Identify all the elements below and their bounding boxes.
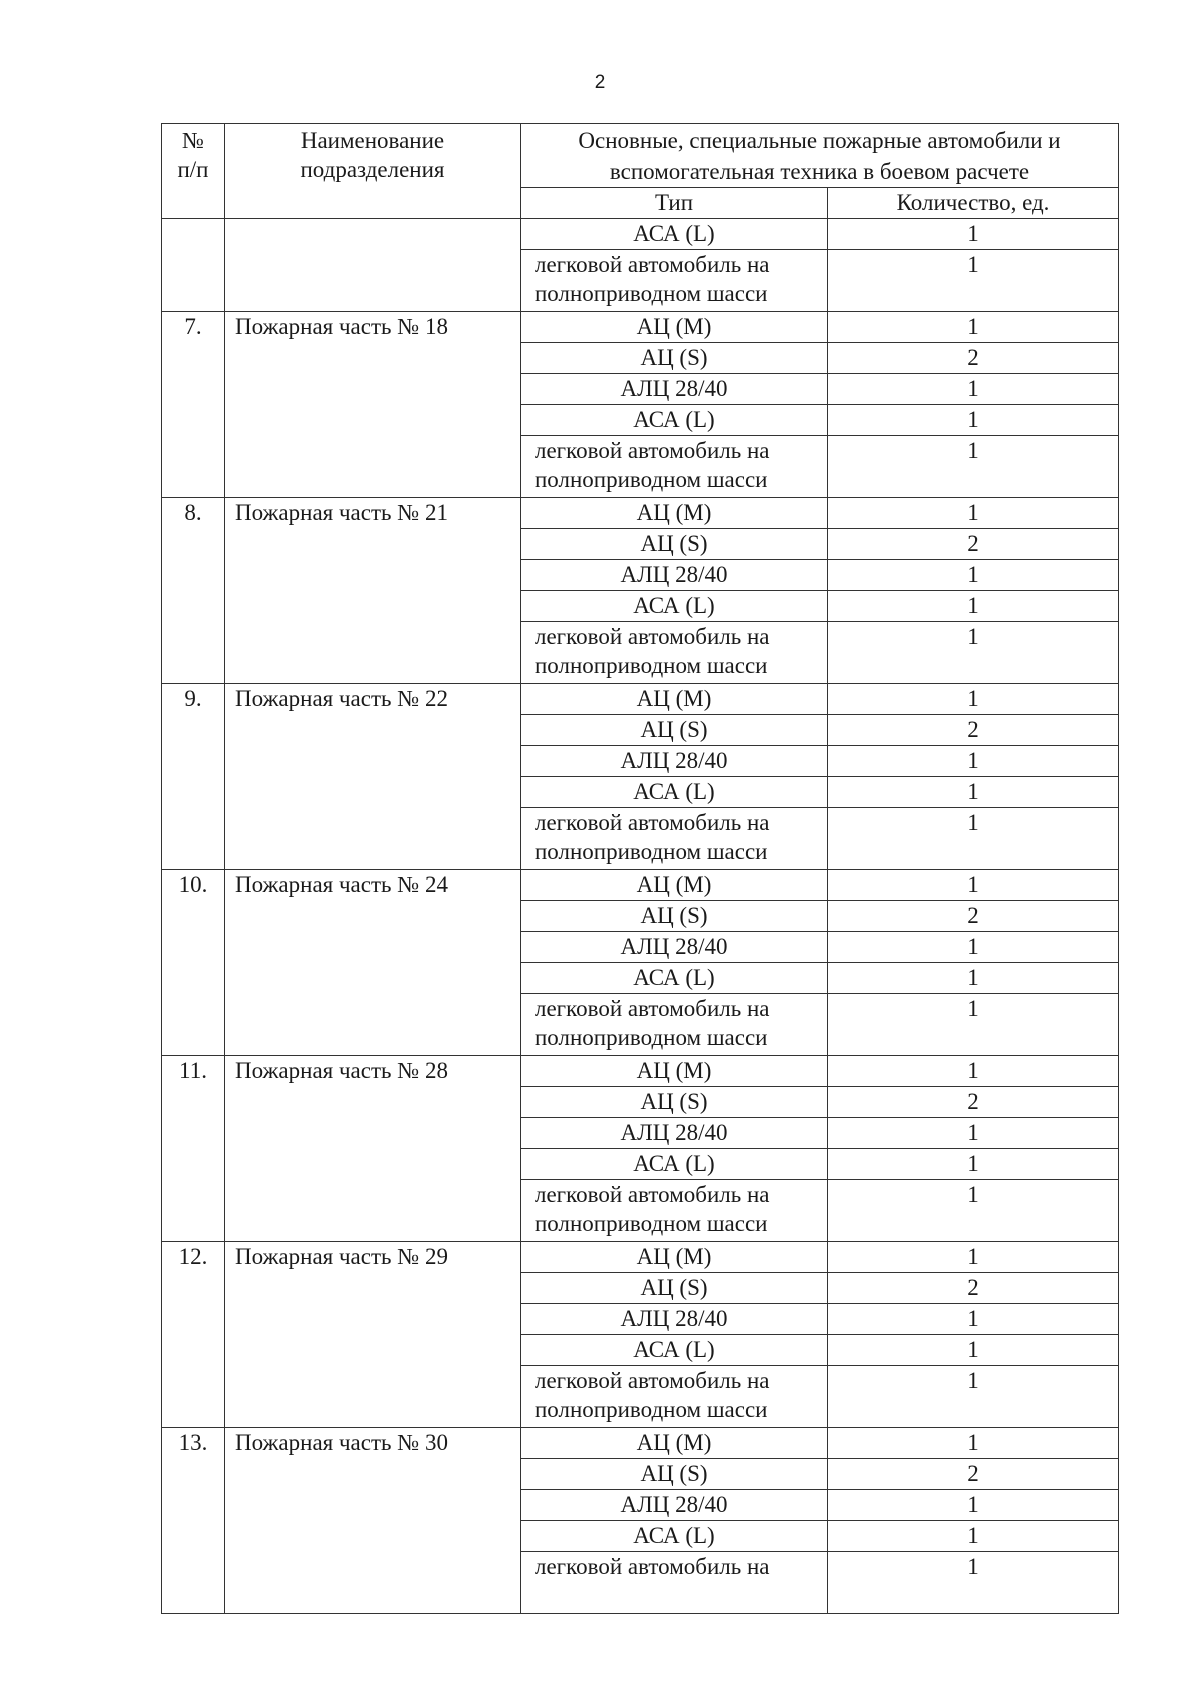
equipment-qty: 1: [828, 1242, 1119, 1273]
equipment-type-line1: АСА (L): [633, 407, 715, 432]
equipment-qty: 1: [828, 932, 1119, 963]
equipment-type-cell: [521, 1180, 828, 1242]
equipment-qty: 1: [828, 1521, 1119, 1552]
equipment-type-line2: полноприводном шасси: [535, 1025, 768, 1050]
table-row: [162, 1056, 1119, 1087]
equipment-type-line1: АЦ (М): [636, 686, 712, 711]
header-row: [162, 124, 1119, 188]
unit-num: 12.: [162, 1242, 225, 1428]
equipment-type-line1: АЦ (S): [640, 717, 708, 742]
table-row: [162, 312, 1119, 343]
equipment-type-line1: АЦ (М): [636, 314, 712, 339]
equipment-type-line1: АЦ (М): [636, 1058, 712, 1083]
equipment-qty: 2: [828, 1273, 1119, 1304]
unit-num: 10.: [162, 870, 225, 1056]
equipment-type-line2: полноприводном шасси: [535, 467, 768, 492]
equipment-qty: 1: [828, 405, 1119, 436]
equipment-qty: 1: [828, 870, 1119, 901]
equipment-type-cell: [521, 560, 828, 591]
equipment-type-cell: [521, 1490, 828, 1521]
unit-num-cell: [162, 219, 225, 312]
equipment-type-line2: полноприводном шасси: [535, 839, 768, 864]
equipment-qty: 2: [828, 901, 1119, 932]
equipment-type-line1: АСА (L): [633, 593, 715, 618]
equipment-type-line1: АЛЦ 28/40: [620, 376, 728, 401]
unit-num: 9.: [162, 684, 225, 870]
equipment-qty: 1: [828, 1428, 1119, 1459]
equipment-type-cell: [521, 963, 828, 994]
equipment-qty: 1: [828, 1552, 1119, 1614]
equipment-type-cell: [521, 684, 828, 715]
equipment-qty: 1: [828, 312, 1119, 343]
equipment-qty: 1: [828, 1118, 1119, 1149]
equipment-type-line1: АЛЦ 28/40: [620, 1492, 728, 1517]
unit-name: Пожарная часть № 24: [225, 870, 521, 1056]
equipment-qty: 1: [828, 994, 1119, 1056]
equipment-qty: 1: [828, 1149, 1119, 1180]
equipment-type-cell: [521, 1459, 828, 1490]
equipment-type-cell: [521, 529, 828, 560]
unit-name-cell: [225, 219, 521, 312]
equipment-qty: 1: [828, 622, 1119, 684]
unit-num: 13.: [162, 1428, 225, 1614]
equipment-type-line1: АЦ (М): [636, 1430, 712, 1455]
equipment-type-line1: АЦ (М): [636, 500, 712, 525]
equipment-qty: 1: [828, 808, 1119, 870]
equipment-qty: 1: [828, 746, 1119, 777]
unit-num: 8.: [162, 498, 225, 684]
equipment-type-cell: [521, 498, 828, 529]
header-qty: Количество, ед.: [828, 188, 1119, 219]
equipment-type-line2: полноприводном шасси: [535, 281, 768, 306]
equipment-qty: 2: [828, 343, 1119, 374]
unit-num: 11.: [162, 1056, 225, 1242]
equipment-type-line2: полноприводном шасси: [535, 1397, 768, 1422]
equipment-table: [161, 123, 1119, 1614]
equipment-type-cell: [521, 622, 828, 684]
equipment-type-cell: [521, 250, 828, 312]
equipment-qty: 1: [828, 560, 1119, 591]
equipment-type-line1: АСА (L): [633, 965, 715, 990]
equipment-type-cell: [521, 1521, 828, 1552]
equipment-type-cell: [521, 343, 828, 374]
equipment-type-line1: легковой автомобиль на: [535, 1368, 770, 1393]
equipment-qty: 1: [828, 250, 1119, 312]
equipment-type-cell: [521, 808, 828, 870]
equipment-type-line1: АЦ (S): [640, 1275, 708, 1300]
equipment-type-cell: [521, 374, 828, 405]
equipment-qty: 1: [828, 1490, 1119, 1521]
equipment-type-cell: [521, 1366, 828, 1428]
equipment-qty: 2: [828, 1087, 1119, 1118]
equipment-qty: 2: [828, 529, 1119, 560]
equipment-type-cell: [521, 901, 828, 932]
equipment-type-cell: [521, 870, 828, 901]
equipment-type-cell: [521, 994, 828, 1056]
equipment-qty: 1: [828, 1335, 1119, 1366]
equipment-type-cell: [521, 1304, 828, 1335]
equipment-type-cell: [521, 746, 828, 777]
equipment-type-cell: [521, 219, 828, 250]
page-number: 2: [594, 72, 606, 93]
equipment-type-line1: легковой автомобиль на: [535, 1554, 770, 1579]
equipment-qty: 1: [828, 436, 1119, 498]
table-row: [162, 870, 1119, 901]
equipment-type-line1: АСА (L): [633, 1151, 715, 1176]
header-num-line2: п/п: [177, 157, 209, 182]
equipment-type-cell: [521, 1149, 828, 1180]
equipment-qty: 2: [828, 715, 1119, 746]
equipment-type-line1: АЦ (S): [640, 345, 708, 370]
equipment-type-line1: АЦ (S): [640, 531, 708, 556]
header-type: Тип: [521, 188, 828, 219]
header-group-cell: [521, 124, 1119, 188]
unit-name: Пожарная часть № 22: [225, 684, 521, 870]
equipment-qty: 1: [828, 374, 1119, 405]
unit-name: Пожарная часть № 21: [225, 498, 521, 684]
equipment-type-cell: [521, 715, 828, 746]
equipment-type-cell: [521, 1242, 828, 1273]
header-name-line1: Наименование: [300, 128, 445, 153]
table-row: [162, 498, 1119, 529]
equipment-type-line2: полноприводном шасси: [535, 653, 768, 678]
unit-name: Пожарная часть № 30: [225, 1428, 521, 1614]
equipment-qty: 1: [828, 1366, 1119, 1428]
equipment-type-line1: АЛЦ 28/40: [620, 1306, 728, 1331]
equipment-qty: 1: [828, 498, 1119, 529]
equipment-type-cell: [521, 1273, 828, 1304]
unit-num: 7.: [162, 312, 225, 498]
header-group-line1: Основные, специальные пожарные автомобили и: [578, 128, 1061, 153]
unit-name: Пожарная часть № 29: [225, 1242, 521, 1428]
equipment-type-cell: [521, 1335, 828, 1366]
equipment-type-line1: легковой автомобиль на: [535, 810, 770, 835]
equipment-type-cell: [521, 405, 828, 436]
equipment-type-line1: АСА (L): [633, 1337, 715, 1362]
equipment-type-line1: АСА (L): [633, 779, 715, 804]
equipment-qty: 1: [828, 591, 1119, 622]
equipment-type-cell: [521, 1056, 828, 1087]
header-num-cell: [162, 124, 225, 219]
equipment-type-cell: [521, 436, 828, 498]
equipment-type-cell: [521, 1552, 828, 1614]
equipment-type-line1: легковой автомобиль на: [535, 438, 770, 463]
header-name-line2: подразделения: [300, 157, 445, 182]
equipment-type-line1: легковой автомобиль на: [535, 624, 770, 649]
table-row: [162, 684, 1119, 715]
equipment-qty: 1: [828, 777, 1119, 808]
equipment-type-line1: АЛЦ 28/40: [620, 934, 728, 959]
equipment-type-line1: АСА (L): [633, 1523, 715, 1548]
equipment-type-cell: [521, 1087, 828, 1118]
equipment-qty: 1: [828, 1180, 1119, 1242]
equipment-type-cell: [521, 312, 828, 343]
equipment-qty: 1: [828, 684, 1119, 715]
equipment-qty: 1: [828, 963, 1119, 994]
equipment-type-line1: АЦ (S): [640, 1461, 708, 1486]
equipment-type-line1: АЛЦ 28/40: [620, 1120, 728, 1145]
equipment-type-line1: АЦ (М): [636, 1244, 712, 1269]
equipment-qty: 1: [828, 1056, 1119, 1087]
equipment-type-line1: АЦ (S): [640, 903, 708, 928]
equipment-type-line1: АЛЦ 28/40: [620, 562, 728, 587]
table-row: [162, 1428, 1119, 1459]
equipment-type-line1: легковой автомобиль на: [535, 252, 770, 277]
table-row: [162, 219, 1119, 250]
table-row: [162, 1242, 1119, 1273]
equipment-type-cell: [521, 1428, 828, 1459]
equipment-type-line1: АЦ (S): [640, 1089, 708, 1114]
header-num-line1: №: [182, 128, 204, 153]
equipment-type-line2: полноприводном шасси: [535, 1211, 768, 1236]
equipment-qty: 1: [828, 1304, 1119, 1335]
equipment-type-line1: АЛЦ 28/40: [620, 748, 728, 773]
equipment-type-cell: [521, 591, 828, 622]
equipment-type-cell: [521, 1118, 828, 1149]
equipment-type-line1: АСА (L): [633, 221, 715, 246]
equipment-type-cell: [521, 932, 828, 963]
equipment-qty: 1: [828, 219, 1119, 250]
header-name-cell: [225, 124, 521, 219]
equipment-type-line1: легковой автомобиль на: [535, 1182, 770, 1207]
header-group-line2: вспомогательная техника в боевом расчете: [609, 159, 1030, 184]
unit-name: Пожарная часть № 28: [225, 1056, 521, 1242]
equipment-type-line1: АЦ (М): [636, 872, 712, 897]
equipment-type-cell: [521, 777, 828, 808]
equipment-type-line1: легковой автомобиль на: [535, 996, 770, 1021]
equipment-qty: 2: [828, 1459, 1119, 1490]
unit-name: Пожарная часть № 18: [225, 312, 521, 498]
